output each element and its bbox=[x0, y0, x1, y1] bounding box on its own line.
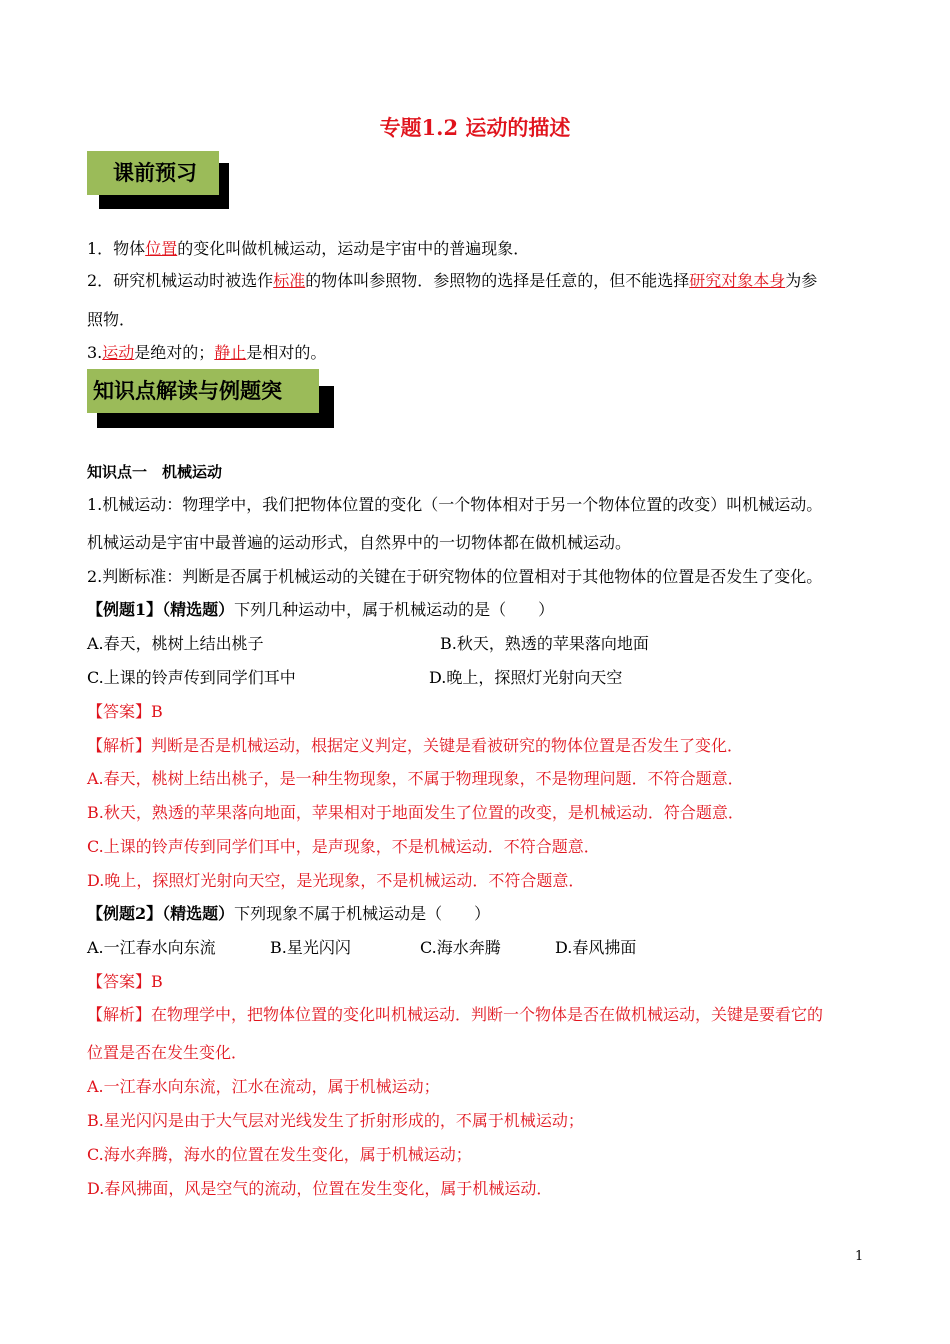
option-b: B.星光闪闪 bbox=[270, 938, 351, 957]
preview-line-3: 3.运动是绝对的；静止是相对的。 bbox=[87, 343, 327, 362]
option-a: A.一江春水向东流 bbox=[87, 938, 216, 957]
answer: 【答案】B bbox=[87, 702, 163, 721]
option-c: C.上课的铃声传到同学们耳中 bbox=[87, 668, 296, 687]
option-b: B.秋天，熟透的苹果落向地面 bbox=[440, 634, 649, 653]
analysis: 【解析】在物理学中，把物体位置的变化叫机械运动．判断一个物体是否在做机械运动，关键是要看它的 bbox=[87, 1005, 824, 1024]
analysis-b: B.秋天，熟透的苹果落向地面，苹果相对于地面发生了位置的改变，是机械运动．符合题意． bbox=[87, 803, 744, 822]
banner-label: 知识点解读与例题突 bbox=[87, 369, 319, 413]
example-2-question: 【例题2】（精选题）下列现象不属于机械运动是（ ） bbox=[87, 904, 491, 923]
banner-label: 课前预习 bbox=[87, 151, 219, 195]
preview-line-2: 2．研究机械运动时被选作标准的物体叫参照物．参照物的选择是任意的，但不能选择研究对象本身为参 bbox=[87, 271, 818, 290]
blank-answer: 静止 bbox=[214, 343, 247, 362]
analysis-cont: 位置是否在发生变化． bbox=[87, 1043, 248, 1062]
analysis-d: D.春风拂面，风是空气的流动，位置在发生变化，属于机械运动． bbox=[87, 1179, 553, 1198]
knowledge-heading: 知识点一 机械运动 bbox=[87, 463, 223, 481]
preview-line-2b: 照物． bbox=[87, 310, 136, 329]
analysis-d: D.晚上，探照灯光射向天空，是光现象，不是机械运动．不符合题意． bbox=[87, 871, 585, 890]
knowledge-text: 2.判断标准：判断是否属于机械运动的关键在于研究物体的位置相对于其他物体的位置是否发生了变化。 bbox=[87, 567, 823, 586]
blank-answer: 位置 bbox=[145, 239, 178, 258]
blank-answer: 标准 bbox=[273, 271, 306, 290]
option-a: A.春天，桃树上结出桃子 bbox=[87, 634, 264, 653]
option-d: D.春风拂面 bbox=[555, 938, 637, 957]
analysis: 【解析】判断是否是机械运动，根据定义判定，关键是看被研究的物体位置是否发生了变化． bbox=[87, 736, 744, 755]
option-c: C.海水奔腾 bbox=[420, 938, 501, 957]
answer: 【答案】B bbox=[87, 972, 163, 991]
analysis-a: A.春天，桃树上结出桃子，是一种生物现象，不属于物理现象，不是物理问题．不符合题意． bbox=[87, 769, 744, 788]
analysis-a: A.一江春水向东流，江水在流动，属于机械运动； bbox=[87, 1077, 440, 1096]
option-d: D.晚上，探照灯光射向天空 bbox=[429, 668, 623, 687]
blank-answer: 运动 bbox=[102, 343, 135, 362]
analysis-b: B.星光闪闪是由于大气层对光线发生了折射形成的，不属于机械运动； bbox=[87, 1111, 584, 1130]
preview-line-1: 1．物体位置的变化叫做机械运动，运动是宇宙中的普遍现象． bbox=[87, 239, 530, 258]
blank-answer: 研究对象本身 bbox=[689, 271, 786, 290]
page-title: 专题1.2 运动的描述 bbox=[379, 115, 571, 140]
page-number: 1 bbox=[855, 1249, 864, 1264]
example-1-question: 【例题1】（精选题）下列几种运动中，属于机械运动的是（ ） bbox=[87, 600, 555, 619]
analysis-c: C.海水奔腾，海水的位置在发生变化，属于机械运动； bbox=[87, 1145, 472, 1164]
knowledge-text: 机械运动是宇宙中最普遍的运动形式，自然界中的一切物体都在做机械运动。 bbox=[87, 533, 632, 552]
analysis-c: C.上课的铃声传到同学们耳中，是声现象，不是机械运动．不符合题意． bbox=[87, 837, 600, 856]
knowledge-text: 1.机械运动：物理学中，我们把物体位置的变化（一个物体相对于另一个物体位置的改变）叫机械运动。 bbox=[87, 495, 823, 514]
